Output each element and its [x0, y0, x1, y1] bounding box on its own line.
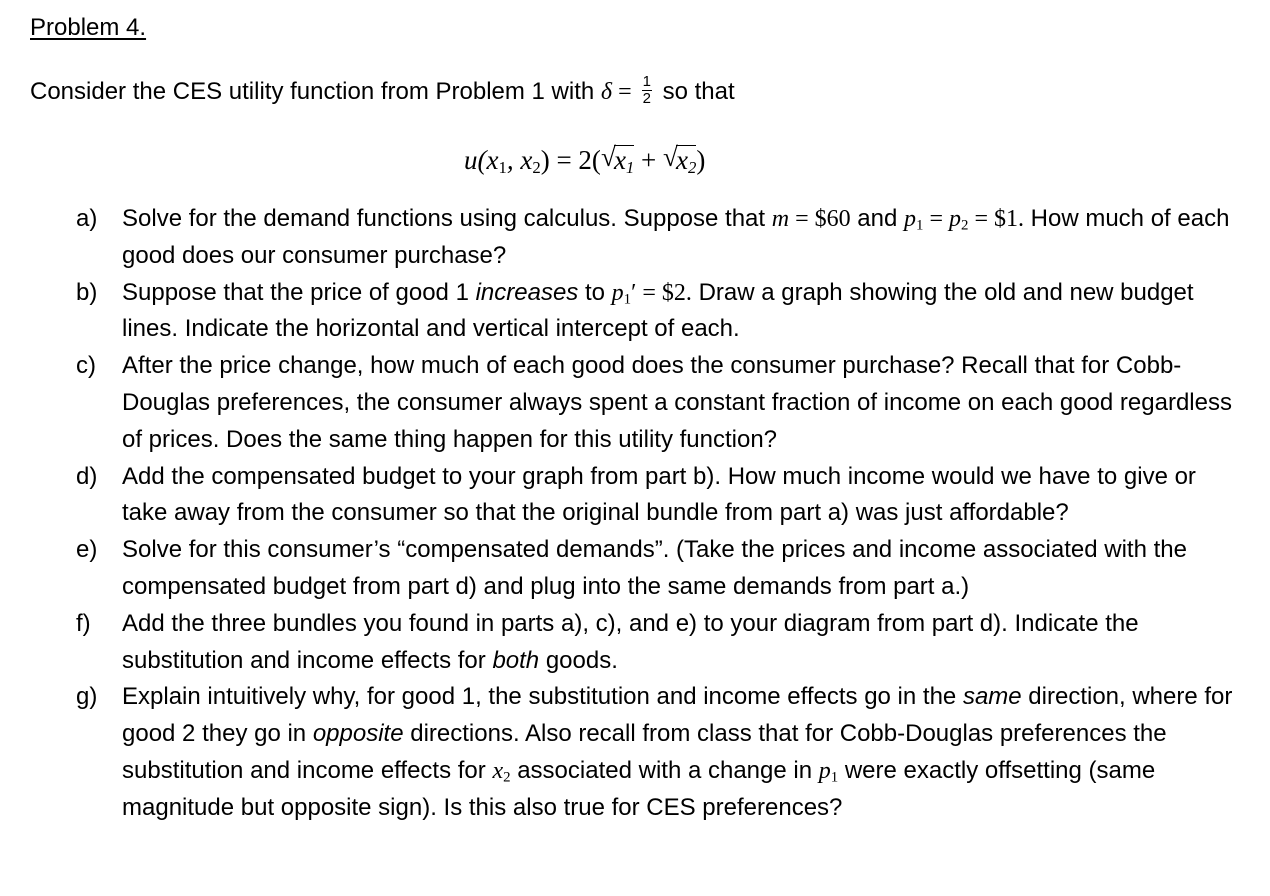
question-a: a) Solve for the demand functions using calculus. Suppose that m = $60 and $p_1 = p_2$ = $1. How much of each good does our consumer purchase? — [76, 201, 1236, 275]
question-label: f) — [76, 609, 91, 637]
delta-symbol: δ — [600, 79, 613, 105]
question-label: d) — [76, 462, 98, 490]
question-f: f) Add the three bundles you found in parts a), c), and e) to your diagram from part d). Indicate the substitution and income effects for both goods. — [76, 606, 1236, 680]
radical-icon: √ — [600, 142, 616, 172]
utility-equation: $u(x_1$, $x_2) = 2$( √ $x_1$ + √ $x_2$) — [464, 140, 705, 180]
question-list — [76, 201, 1236, 827]
question-label: g) — [76, 683, 98, 711]
question-label: c) — [76, 352, 96, 380]
question-label: a) — [76, 205, 98, 232]
radical-icon: √ — [663, 142, 678, 172]
sqrt-x2: √ $x_2$ — [663, 140, 696, 180]
intro-sentence: Consider the CES utility function from Problem 1 with δ = $\frac{1}{2}$ so that — [30, 73, 735, 108]
question-b: b) Suppose that the price of good 1 increases to $p_1'$ = $2. Draw a graph showing the old and new budget lines. Indicate the horizontal and vertical intercept of each. — [76, 275, 1236, 349]
problem-title: Problem 4. — [30, 14, 147, 41]
question-d: d) Add the compensated budget to your graph from part b). How much income would we have to give or take away from the consumer so that the original bundle from part a) was just affordable? — [76, 459, 1236, 533]
question-g: g) Explain intuitively why, for good 1, the substitution and income effects go in the same direction, where for good 2 they go in opposite directions. Also recall from class that for Cobb-Douglas preferences the substitution and income effects for $x_2$ associated with a change in $p_1$ were exactly offsetting (same magnitude but opposite sign). Is this also true for CES preferences? — [76, 679, 1236, 826]
question-c: c) After the price change, how much of each good does the consumer purchase? Recall that for Cobb-Douglas preferences, the consumer always spent a constant fraction of income on each good regardless of prices. Does the same thing happen for this utility function? — [76, 348, 1236, 458]
one-half-fraction: $\frac{1}{2}$ — [642, 73, 651, 108]
question-e: e) Solve for this consumer’s “compensated demands”. (Take the prices and income associated with the compensated budget from part d) and plug into the same demands from part a.) — [76, 532, 1236, 606]
sqrt-x1: √ $x_1$ — [601, 140, 634, 180]
question-label: e) — [76, 536, 98, 564]
question-label: b) — [76, 278, 98, 306]
